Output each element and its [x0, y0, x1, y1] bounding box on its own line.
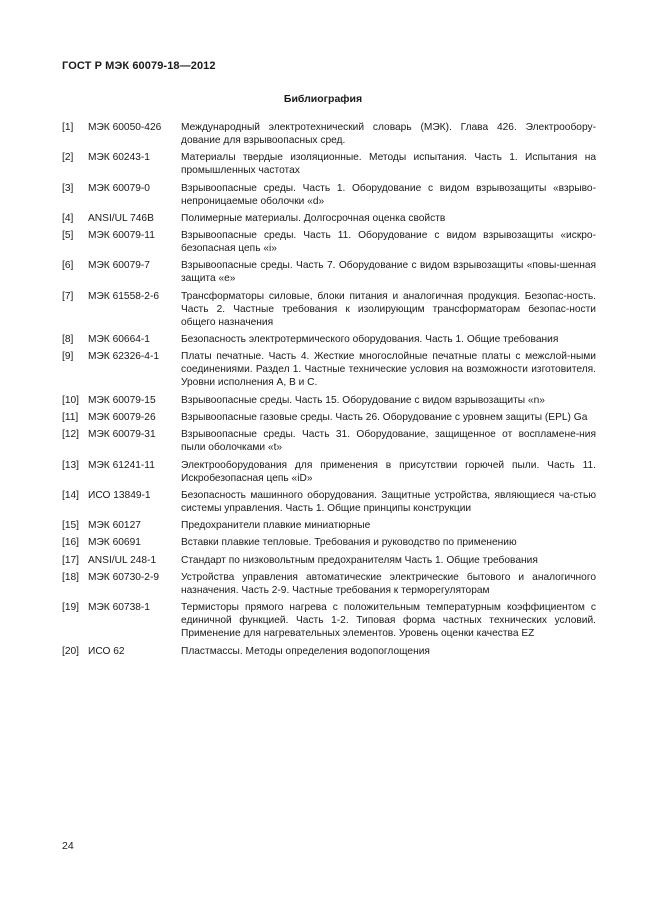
entry-text: Устройства управления автоматические электрические бытового и аналогичного назначения. Часть 2-9. Частные требования к терморегуляторам	[181, 572, 596, 597]
entry-number: [12]	[62, 429, 79, 441]
entry-number: [14]	[62, 489, 79, 501]
bib-entry	[62, 601, 596, 640]
entry-number: [18]	[62, 572, 79, 584]
entry-code: МЭК 60079-31	[88, 429, 156, 441]
entry-number: [9]	[62, 351, 74, 363]
entry-text: Стандарт по низковольтным предохранителям Часть 1. Общие требования	[181, 554, 538, 566]
entry-text: Взрывоопасные газовые среды. Часть 26. Оборудование с уровнем защиты (EPL) Ga	[181, 411, 588, 423]
bib-entry	[62, 571, 596, 597]
entry-text: Безопасность электротермического оборудования. Часть 1. Общие требования	[181, 334, 559, 346]
entry-number: [3]	[62, 182, 74, 194]
entry-text: Взрывоопасные среды. Часть 11. Оборудование с видом взрывозащиты «искро-безопасная цепь «i»	[181, 230, 596, 255]
entry-text: Безопасность машинного оборудования. Защитные устройства, являющиеся ча-стью системы управления. Часть 1. Общие принципы конструкции	[181, 489, 596, 514]
bib-entry	[62, 411, 596, 424]
entry-text: Вставки плавкие тепловые. Требования и руководство по применению	[181, 537, 517, 549]
entry-code: МЭК 60738-1	[88, 602, 150, 614]
entry-code: МЭК 60243-1	[88, 152, 150, 164]
entry-number: [15]	[62, 520, 79, 532]
entry-number: [6]	[62, 260, 74, 272]
entry-text: Платы печатные. Часть 4. Жесткие многослойные печатные платы с межслой-ными соединениями. Раздел 1. Частные технические условия на возможности изготовителя. Уровни исполнения А, В и С.	[181, 351, 596, 389]
bib-entry	[62, 428, 596, 454]
bibliography-title: Библиография	[283, 93, 363, 105]
entry-code: ИСО 13849-1	[88, 489, 151, 501]
page-number: 24	[62, 840, 74, 852]
entry-code: МЭК 60079-26	[88, 411, 156, 423]
entry-number: [2]	[62, 152, 74, 164]
entry-text: Взрывоопасные среды. Часть 15. Оборудование с видом взрывозащиты «n»	[181, 394, 545, 406]
bib-entry	[62, 519, 596, 532]
entry-text: Взрывоопасные среды. Часть 31. Оборудование, защищенное от воспламене-ния пыли оболочками «t»	[181, 429, 596, 454]
bib-entry	[62, 333, 596, 346]
entry-number: [7]	[62, 290, 74, 302]
entry-code: МЭК 60730-2-9	[88, 572, 160, 584]
bib-entry	[62, 554, 596, 567]
bib-entry	[62, 459, 596, 485]
entry-code: МЭК 60050-426	[88, 122, 162, 133]
bib-entry	[62, 182, 596, 208]
bib-entry	[62, 645, 596, 658]
bib-entry	[62, 290, 596, 329]
entry-number: [4]	[62, 212, 74, 224]
entry-number: [17]	[62, 554, 79, 566]
bib-entry	[62, 259, 596, 285]
document-header: ГОСТ Р МЭК 60079-18—2012	[62, 60, 216, 72]
bibliography-list	[62, 121, 596, 662]
entry-number: [8]	[62, 334, 74, 346]
entry-code: ИСО 62	[88, 645, 125, 657]
entry-text: Предохранители плавкие миниатюрные	[181, 520, 371, 532]
entry-text: Пластмассы. Методы определения водопоглощения	[181, 645, 430, 657]
entry-text: Материалы твердые изоляционные. Методы испытания. Часть 1. Испытания на промышленных частотах	[181, 152, 596, 177]
entry-code: МЭК 60691	[88, 537, 141, 549]
entry-code: МЭК 60079-15	[88, 394, 156, 406]
entry-code: МЭК 60079-11	[88, 230, 155, 242]
bib-entry	[62, 212, 596, 225]
entry-number: [10]	[62, 394, 79, 406]
bib-entry	[62, 350, 596, 389]
bib-entry	[62, 394, 596, 407]
entry-code: МЭК 60079-0	[88, 182, 150, 194]
entry-number: [19]	[62, 602, 79, 614]
entry-code: МЭК 61241-11	[88, 459, 155, 471]
entry-text: Взрывоопасные среды. Часть 1. Оборудование с видом взрывозащиты «взрыво-непроницаемые оболочки «d»	[181, 182, 596, 207]
entry-number: [16]	[62, 537, 79, 549]
bib-entry	[62, 536, 596, 549]
entry-number: [11]	[62, 411, 79, 423]
entry-text: Термисторы прямого нагрева с положительным температурным коэффициентом с единичной функцией. Часть 1-2. Типовая форма частных технических условий. Применение для нагревательных элементов. Уровень оценки качества EZ	[181, 602, 596, 640]
entry-code: ANSI/UL 746B	[88, 212, 154, 224]
entry-code: ANSI/UL 248-1	[88, 554, 157, 566]
entry-code: МЭК 60664-1	[88, 334, 150, 346]
entry-code: МЭК 60127	[88, 520, 141, 532]
entry-number: [13]	[62, 459, 79, 471]
bib-entry	[62, 151, 596, 177]
entry-number: [20]	[62, 645, 79, 657]
entry-number: [5]	[62, 230, 74, 242]
entry-text: Полимерные материалы. Долгосрочная оценка свойств	[181, 212, 446, 224]
entry-code: МЭК 61558-2-6	[88, 290, 160, 302]
entry-text: Взрывоопасные среды. Часть 7. Оборудование с видом взрывозащиты «повы-шенная защита «е»	[181, 260, 596, 285]
bib-entry	[62, 489, 596, 515]
entry-text: Международный электротехнический словарь (МЭК). Глава 426. Электрообору-дование для взрывоопасных сред.	[181, 122, 596, 146]
bib-entry	[62, 229, 596, 255]
bib-entry	[62, 121, 596, 147]
entry-number: [1]	[62, 122, 74, 133]
entry-text: Трансформаторы силовые, блоки питания и аналогичная продукция. Безопас-ность. Часть 2. Частные требования к изолирующим трансформаторам безопас-ности общего назначения	[181, 290, 596, 328]
entry-text: Электрооборудования для применения в присутствии горючей пыли. Часть 11. Искробезопасная цепь «iD»	[181, 459, 596, 484]
entry-code: МЭК 62326-4-1	[88, 351, 160, 363]
entry-code: МЭК 60079-7	[88, 260, 150, 272]
